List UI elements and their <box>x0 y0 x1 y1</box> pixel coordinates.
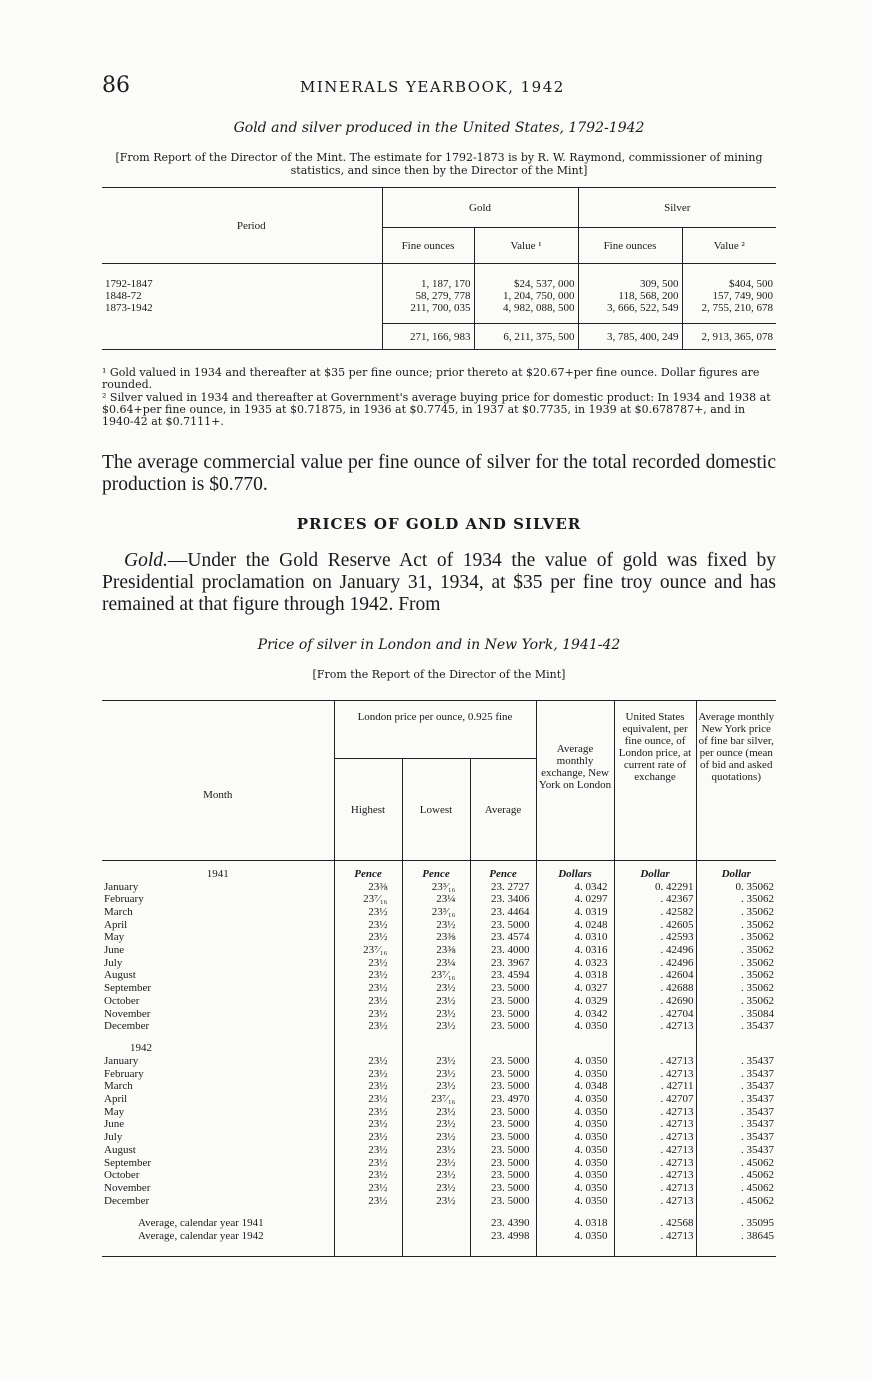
lowest-cell: 23⁷⁄₁₆ <box>402 1093 470 1106</box>
lowest-cell: 23⁷⁄₁₆ <box>402 969 470 982</box>
average-cell: 23. 4970 <box>470 1093 536 1106</box>
highest-cell: 23½ <box>334 1118 402 1131</box>
col-gold: Gold <box>382 188 578 228</box>
highest-cell: 23½ <box>334 931 402 944</box>
col-average: Average <box>470 759 536 861</box>
col-exchange: Average monthly exchange, New York on London <box>536 701 614 861</box>
highest-cell: 23½ <box>334 957 402 970</box>
rows-1942 <box>102 1055 776 1207</box>
us-equivalent-cell: . 42711 <box>614 1080 696 1093</box>
ny-price-cell: . 35062 <box>696 931 776 944</box>
table-row <box>102 995 776 1008</box>
col-highest: Highest <box>334 759 402 861</box>
us-equivalent-cell: . 42713 <box>614 1157 696 1170</box>
exchange-cell: 4. 0350 <box>536 1020 614 1033</box>
lowest-cell: 23½ <box>402 1157 470 1170</box>
us-equivalent-cell: . 42713 <box>614 1131 696 1144</box>
units-row <box>102 861 776 881</box>
exchange-cell: 4. 0350 <box>536 1055 614 1068</box>
highest-cell <box>334 1217 402 1230</box>
exchange-cell: 4. 0310 <box>536 931 614 944</box>
exchange-cell: 4. 0350 <box>536 1068 614 1081</box>
highest-cell <box>334 1230 402 1243</box>
ny-price-cell: . 45062 <box>696 1157 776 1170</box>
gold-oz-cell: 211, 700, 035 <box>382 302 474 314</box>
ny-price-cell: . 35062 <box>696 995 776 1008</box>
table-row <box>102 1182 776 1195</box>
table-row <box>102 1080 776 1093</box>
lowest-cell: 23¼ <box>402 957 470 970</box>
ny-price-cell: . 35437 <box>696 1055 776 1068</box>
exchange-cell: 4. 0342 <box>536 1008 614 1021</box>
table2-title: Price of silver in London and in New York, 1941-42 <box>257 637 621 653</box>
month-cell: October <box>104 994 140 1007</box>
highest-cell: 23½ <box>334 1106 402 1119</box>
footnote-1: ¹ Gold valued in 1934 and thereafter at $35 per fine ounce; prior thereto at $20.67+per fine ounce. Dollar figures are rounded. <box>102 366 760 391</box>
average-cell: 23. 4390 <box>470 1217 536 1230</box>
ny-price-cell: . 35437 <box>696 1093 776 1106</box>
exchange-cell: 4. 0327 <box>536 982 614 995</box>
lowest-cell: 23¼ <box>402 893 470 906</box>
month-cell: March <box>104 1080 133 1093</box>
highest-cell: 23½ <box>334 1144 402 1157</box>
highest-cell: 23½ <box>334 1169 402 1182</box>
average-cell: 23. 4998 <box>470 1230 536 1243</box>
table-row <box>102 893 776 906</box>
silver-price-table <box>102 700 776 1257</box>
average-cell: 23. 5000 <box>470 1182 536 1195</box>
exchange-cell: 4. 0348 <box>536 1080 614 1093</box>
us-equivalent-cell: . 42713 <box>614 1020 696 1033</box>
table-row <box>102 906 776 919</box>
silver-value-cell: 157, 749, 900 <box>682 290 776 302</box>
table-row <box>102 931 776 944</box>
total-silver-oz: 3, 785, 400, 249 <box>578 324 682 350</box>
lowest-cell: 23½ <box>402 1195 470 1208</box>
highest-cell: 23½ <box>334 982 402 995</box>
lowest-cell: 23½ <box>402 995 470 1008</box>
us-equivalent-cell: . 42582 <box>614 906 696 919</box>
exchange-cell: 4. 0318 <box>536 969 614 982</box>
ny-price-cell: . 35062 <box>696 982 776 995</box>
table-row <box>102 969 776 982</box>
us-equivalent-cell: . 42690 <box>614 995 696 1008</box>
highest-cell: 23½ <box>334 906 402 919</box>
exchange-cell: 4. 0350 <box>536 1131 614 1144</box>
ny-price-cell: . 35095 <box>696 1217 776 1230</box>
lowest-cell: 23⅜ <box>402 944 470 957</box>
month-cell: November <box>104 1181 151 1194</box>
highest-cell: 23½ <box>334 1055 402 1068</box>
running-title: MINERALS YEARBOOK, 1942 <box>300 78 565 96</box>
us-equivalent-cell: . 42496 <box>614 957 696 970</box>
rows-1941 <box>102 881 776 1033</box>
us-equivalent-cell: . 42713 <box>614 1182 696 1195</box>
ny-price-cell: . 35062 <box>696 944 776 957</box>
highest-cell: 23½ <box>334 1020 402 1033</box>
col-gold-fine-ounces: Fine ounces <box>382 228 474 264</box>
average-cell: 23. 5000 <box>470 982 536 995</box>
year-row <box>102 1033 776 1055</box>
exchange-cell: 4. 0342 <box>536 881 614 894</box>
average-cell: 23. 3967 <box>470 957 536 970</box>
col-lowest: Lowest <box>402 759 470 861</box>
table-row <box>102 1169 776 1182</box>
ny-price-cell: . 45062 <box>696 1169 776 1182</box>
table-row <box>102 1093 776 1106</box>
unit-dollars: Dollars <box>536 861 614 881</box>
paragraph-gold <box>102 550 776 616</box>
average-cell: 23. 4574 <box>470 931 536 944</box>
ny-price-cell: . 35437 <box>696 1068 776 1081</box>
average-cell: 23. 5000 <box>470 1118 536 1131</box>
total-gold-oz: 271, 166, 983 <box>382 324 474 350</box>
table-row <box>102 1068 776 1081</box>
average-cell: 23. 5000 <box>470 1080 536 1093</box>
ny-price-cell: . 35437 <box>696 1144 776 1157</box>
table-row <box>102 1195 776 1208</box>
ny-price-cell: . 35437 <box>696 1106 776 1119</box>
month-cell: July <box>104 956 123 969</box>
paragraph-gold-text: —Under the Gold Reserve Act of 1934 the value of gold was fixed by Presidential proclamation on January 31, 1934, at $35 per fine troy ounce and has remained at that figure through 1942. From <box>102 550 776 615</box>
lowest-cell: 23½ <box>402 1008 470 1021</box>
us-equivalent-cell: . 42707 <box>614 1093 696 1106</box>
highest-cell: 23½ <box>334 1131 402 1144</box>
month-cell: June <box>104 944 125 957</box>
average-cell: 23. 5000 <box>470 1068 536 1081</box>
lowest-cell: 23½ <box>402 1182 470 1195</box>
average-cell: 23. 5000 <box>470 1157 536 1170</box>
ny-price-cell: . 35437 <box>696 1118 776 1131</box>
lowest-cell <box>402 1217 470 1230</box>
us-equivalent-cell: . 42713 <box>614 1118 696 1131</box>
highest-cell: 23½ <box>334 1182 402 1195</box>
highest-cell: 23½ <box>334 1195 402 1208</box>
total-row <box>102 324 776 350</box>
month-cell: December <box>104 1194 150 1207</box>
average-cell: 23. 5000 <box>470 1020 536 1033</box>
exchange-cell: 4. 0318 <box>536 1217 614 1230</box>
average-label: Average, calendar year 1942 <box>138 1230 264 1243</box>
lowest-cell: 23½ <box>402 1131 470 1144</box>
table1-source-note: [From Report of the Director of the Mint. The estimate for 1792-1873 is by R. W. Raymond, commissioner of mining statistics, and since then by the Director of the Mint] <box>115 151 763 177</box>
us-equivalent-cell: . 42713 <box>614 1195 696 1208</box>
average-cell: 23. 2727 <box>470 881 536 894</box>
highest-cell: 23½ <box>334 919 402 932</box>
lowest-cell: 23½ <box>402 1144 470 1157</box>
period-cell: 1848-72 <box>105 289 142 302</box>
us-equivalent-cell: . 42688 <box>614 982 696 995</box>
col-silver: Silver <box>578 188 776 228</box>
period-cell: 1873-1942 <box>105 301 153 314</box>
ny-price-cell: . 45062 <box>696 1195 776 1208</box>
us-equivalent-cell: . 42713 <box>614 1106 696 1119</box>
average-cell: 23. 5000 <box>470 1169 536 1182</box>
us-equivalent-cell: . 42568 <box>614 1217 696 1230</box>
gold-oz-cell: 58, 279, 778 <box>382 290 474 302</box>
highest-cell: 23⁷⁄₁₆ <box>334 893 402 906</box>
month-cell: October <box>104 1169 140 1182</box>
highest-cell: 23½ <box>334 995 402 1008</box>
ny-price-cell: . 35062 <box>696 893 776 906</box>
ny-price-cell: . 35437 <box>696 1020 776 1033</box>
month-cell: January <box>104 1054 139 1067</box>
table-row <box>102 944 776 957</box>
highest-cell: 23½ <box>334 1093 402 1106</box>
us-equivalent-cell: . 42604 <box>614 969 696 982</box>
lowest-cell <box>402 1230 470 1243</box>
month-cell: November <box>104 1007 151 1020</box>
average-cell: 23. 4000 <box>470 944 536 957</box>
us-equivalent-cell: . 42713 <box>614 1055 696 1068</box>
lowest-cell: 23³⁄₁₆ <box>402 881 470 894</box>
silver-oz-cell: 118, 568, 200 <box>578 290 682 302</box>
month-cell: August <box>104 1143 136 1156</box>
col-ny-price: Average monthly New York price of fine bar silver, per ounce (mean of bid and asked quotations) <box>696 701 776 861</box>
average-cell: 23. 5000 <box>470 919 536 932</box>
exchange-cell: 4. 0350 <box>536 1144 614 1157</box>
ny-price-cell: . 35437 <box>696 1131 776 1144</box>
table-row <box>102 1106 776 1119</box>
month-cell: February <box>104 1067 144 1080</box>
col-period: Period <box>102 188 382 264</box>
exchange-cell: 4. 0248 <box>536 919 614 932</box>
table-row <box>102 919 776 932</box>
exchange-cell: 4. 0350 <box>536 1230 614 1243</box>
us-equivalent-cell: 0. 42291 <box>614 881 696 894</box>
average-cell: 23. 5000 <box>470 1055 536 1068</box>
highest-cell: 23½ <box>334 1157 402 1170</box>
lowest-cell: 23½ <box>402 1020 470 1033</box>
unit-dollar: Dollar <box>614 861 696 881</box>
silver-value-cell: 2, 755, 210, 678 <box>682 302 776 314</box>
average-cell: 23. 5000 <box>470 1144 536 1157</box>
month-cell: January <box>104 880 139 893</box>
average-cell: 23. 5000 <box>470 995 536 1008</box>
average-cell: 23. 5000 <box>470 1008 536 1021</box>
month-cell: August <box>104 969 136 982</box>
lowest-cell: 23½ <box>402 1106 470 1119</box>
highest-cell: 23½ <box>334 1008 402 1021</box>
page-number: 86 <box>102 73 130 98</box>
exchange-cell: 4. 0350 <box>536 1195 614 1208</box>
col-silver-value: Value ² <box>682 228 776 264</box>
lowest-cell: 23½ <box>402 1118 470 1131</box>
average-label: Average, calendar year 1941 <box>138 1217 264 1230</box>
unit-pence: Pence <box>334 861 402 881</box>
table-row <box>102 1131 776 1144</box>
us-equivalent-cell: . 42367 <box>614 893 696 906</box>
ny-price-cell: . 35062 <box>696 906 776 919</box>
section-heading: PRICES OF GOLD AND SILVER <box>296 515 582 533</box>
lowest-cell: 23⅜ <box>402 931 470 944</box>
lowest-cell: 23½ <box>402 1080 470 1093</box>
table-row <box>102 1118 776 1131</box>
lowest-cell: 23½ <box>402 1169 470 1182</box>
average-cell: 23. 3406 <box>470 893 536 906</box>
us-equivalent-cell: . 42593 <box>614 931 696 944</box>
exchange-cell: 4. 0350 <box>536 1106 614 1119</box>
table-row <box>102 1020 776 1033</box>
month-cell: June <box>104 1118 125 1131</box>
table-row <box>102 302 776 314</box>
month-cell: February <box>104 893 144 906</box>
month-cell: April <box>104 1093 128 1106</box>
total-silver-value: 2, 913, 365, 078 <box>682 324 776 350</box>
us-equivalent-cell: . 42713 <box>614 1169 696 1182</box>
lowest-cell: 23½ <box>402 982 470 995</box>
silver-value-cell: $404, 500 <box>682 278 776 290</box>
average-cell: 23. 4594 <box>470 969 536 982</box>
highest-cell: 23½ <box>334 1080 402 1093</box>
col-us-equivalent: United States equivalent, per fine ounce, of London price, at current rate of exchange <box>614 701 696 861</box>
exchange-cell: 4. 0319 <box>536 906 614 919</box>
us-equivalent-cell: . 42713 <box>614 1144 696 1157</box>
ny-price-cell: . 45062 <box>696 1182 776 1195</box>
table2-source-note: [From the Report of the Director of the Mint] <box>312 668 566 681</box>
highest-cell: 23½ <box>334 969 402 982</box>
month-cell: September <box>104 982 152 995</box>
us-equivalent-cell: . 42496 <box>614 944 696 957</box>
exchange-cell: 4. 0350 <box>536 1169 614 1182</box>
gold-value-cell: 1, 204, 750, 000 <box>474 290 578 302</box>
month-cell: September <box>104 1156 152 1169</box>
page-header <box>102 73 776 103</box>
unit-dollar: Dollar <box>696 861 776 881</box>
lowest-cell: 23½ <box>402 919 470 932</box>
col-london-price: London price per ounce, 0.925 fine <box>334 701 536 759</box>
footnote-2: ² Silver valued in 1934 and thereafter at Government's average buying price for domestic product: In 1934 and 1938 at $0.64+per fine ounce, in 1935 at $0.71875, in 1936 at $0.7745, in 1937 at $0.7735, in 1939 at $0.678787+, and in 1940-42 at $0.7111+. <box>102 391 771 428</box>
unit-pence: Pence <box>402 861 470 881</box>
lowest-cell: 23³⁄₁₆ <box>402 906 470 919</box>
paragraph-silver-value: The average commercial value per fine ounce of silver for the total recorded domestic production is $0.770. <box>102 452 776 495</box>
total-gold-value: 6, 211, 375, 500 <box>474 324 578 350</box>
year-1942: 1942 <box>130 1042 152 1055</box>
average-cell: 23. 5000 <box>470 1131 536 1144</box>
unit-pence: Pence <box>470 861 536 881</box>
exchange-cell: 4. 0316 <box>536 944 614 957</box>
table-row <box>102 1144 776 1157</box>
us-equivalent-cell: . 42713 <box>614 1068 696 1081</box>
col-gold-value: Value ¹ <box>474 228 578 264</box>
average-rows <box>102 1217 776 1242</box>
gold-value-cell: $24, 537, 000 <box>474 278 578 290</box>
lowest-cell: 23½ <box>402 1055 470 1068</box>
average-cell: 23. 5000 <box>470 1106 536 1119</box>
average-cell: 23. 5000 <box>470 1195 536 1208</box>
ny-price-cell: . 35062 <box>696 957 776 970</box>
us-equivalent-cell: . 42713 <box>614 1230 696 1243</box>
lowest-cell: 23½ <box>402 1068 470 1081</box>
ny-price-cell: . 35062 <box>696 969 776 982</box>
month-cell: April <box>104 918 128 931</box>
exchange-cell: 4. 0323 <box>536 957 614 970</box>
us-equivalent-cell: . 42704 <box>614 1008 696 1021</box>
table1-title: Gold and silver produced in the United States, 1792-1942 <box>233 120 645 136</box>
table-row <box>102 881 776 894</box>
month-cell: July <box>104 1131 123 1144</box>
average-row <box>102 1230 776 1243</box>
silver-oz-cell: 309, 500 <box>578 278 682 290</box>
table-row <box>102 1008 776 1021</box>
table-row <box>102 1055 776 1068</box>
exchange-cell: 4. 0329 <box>536 995 614 1008</box>
average-row <box>102 1217 776 1230</box>
table-row <box>102 957 776 970</box>
ny-price-cell: . 35437 <box>696 1080 776 1093</box>
gold-value-cell: 4, 982, 088, 500 <box>474 302 578 314</box>
table-row <box>102 278 776 290</box>
year-1941: 1941 <box>206 867 229 880</box>
highest-cell: 23⅜ <box>334 881 402 894</box>
exchange-cell: 4. 0350 <box>536 1157 614 1170</box>
month-cell: December <box>104 1020 150 1033</box>
exchange-cell: 4. 0297 <box>536 893 614 906</box>
exchange-cell: 4. 0350 <box>536 1118 614 1131</box>
gold-oz-cell: 1, 187, 170 <box>382 278 474 290</box>
ny-price-cell: . 38645 <box>696 1230 776 1243</box>
silver-oz-cell: 3, 666, 522, 549 <box>578 302 682 314</box>
average-cell: 23. 4464 <box>470 906 536 919</box>
ny-price-cell: . 35084 <box>696 1008 776 1021</box>
exchange-cell: 4. 0350 <box>536 1182 614 1195</box>
highest-cell: 23½ <box>334 1068 402 1081</box>
month-cell: March <box>104 905 133 918</box>
month-cell: May <box>104 931 125 944</box>
col-silver-fine-ounces: Fine ounces <box>578 228 682 264</box>
col-month: Month <box>102 701 334 861</box>
paragraph-lead: Gold. <box>124 550 168 571</box>
highest-cell: 23⁷⁄₁₆ <box>334 944 402 957</box>
exchange-cell: 4. 0350 <box>536 1093 614 1106</box>
us-equivalent-cell: . 42605 <box>614 919 696 932</box>
ny-price-cell: 0. 35062 <box>696 881 776 894</box>
table-row <box>102 1157 776 1170</box>
ny-price-cell: . 35062 <box>696 919 776 932</box>
period-cell: 1792-1847 <box>105 277 153 290</box>
table-row <box>102 982 776 995</box>
gold-silver-production-table <box>102 187 776 350</box>
table-row <box>102 290 776 302</box>
month-cell: May <box>104 1105 125 1118</box>
